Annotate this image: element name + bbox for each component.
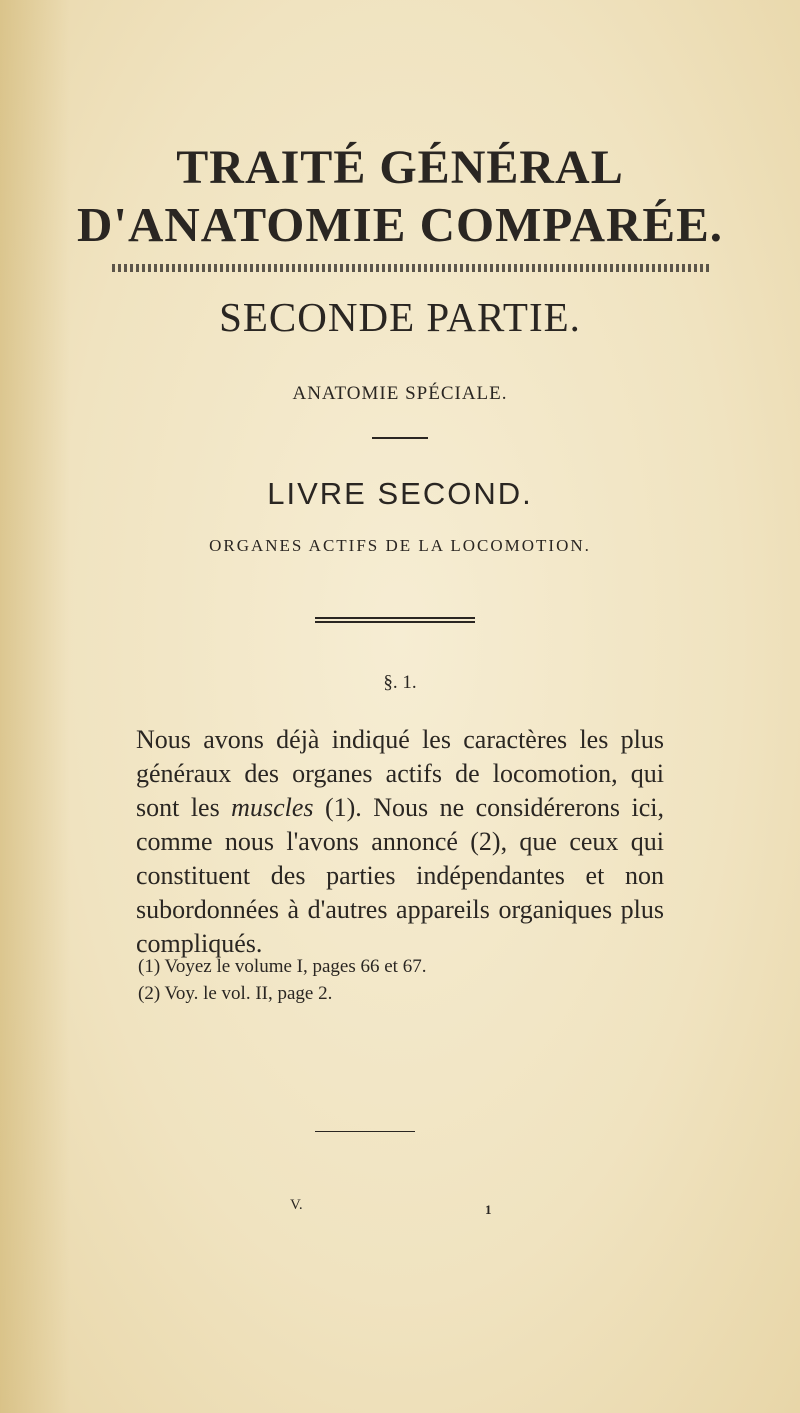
paragraph-emphasis: muscles (231, 793, 314, 822)
main-title-line-2: D'ANATOMIE COMPARÉE. (76, 197, 724, 252)
body-paragraph (136, 723, 664, 961)
ornamental-divider (112, 264, 710, 272)
short-divider (372, 437, 428, 439)
footnote-1: (1) Voyez le volume I, pages 66 et 67. (138, 956, 427, 977)
section-number: §. 1. (383, 672, 417, 693)
book-title: LIVRE SECOND. (267, 476, 533, 511)
signature-mark: V. (290, 1197, 303, 1213)
end-divider (315, 1131, 415, 1132)
part-subtitle: ANATOMIE SPÉCIALE. (292, 383, 508, 404)
part-title: SECONDE PARTIE. (219, 294, 581, 340)
book-subtitle: ORGANES ACTIFS DE LA LOCOMOTION. (209, 536, 591, 555)
footnotes (138, 953, 638, 1007)
page-number: 1 (485, 1202, 492, 1217)
double-divider (315, 617, 475, 623)
main-title-line-1: TRAITÉ GÉNÉRAL (176, 141, 624, 194)
paragraph-text-start: Nous avons déjà indiqué les caractères les plus généraux des organes actifs de locomotion, qui sont les (136, 725, 664, 822)
paragraph-text-end: (1). Nous ne considérerons ici, comme nous l'avons annoncé (2), que ceux qui constituent des parties indépendantes et non subordonnées à d'autres appareils organiques plus compliqués. (136, 793, 664, 958)
footnote-2: (2) Voy. le vol. II, page 2. (138, 983, 333, 1004)
